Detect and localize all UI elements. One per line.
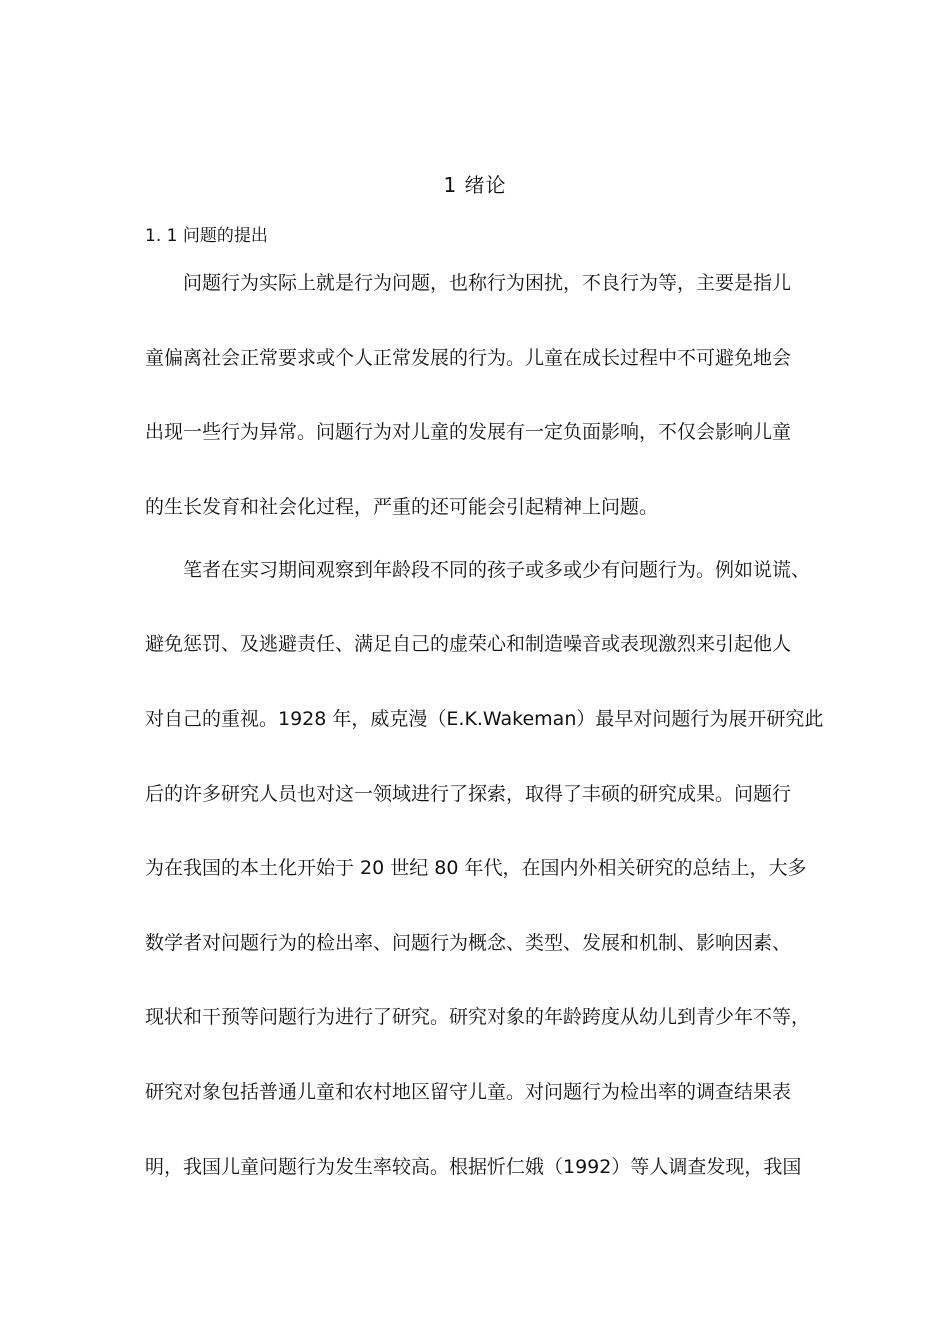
paragraph-1-line-1: 问题行为实际上就是行为问题，也称行为困扰，不良行为等，主要是指儿 xyxy=(183,272,792,294)
paragraph-2-line-2: 避免惩罚、及逃避责任、满足自己的虚荣心和制造噪音或表现激烈来引起他人 xyxy=(145,633,792,655)
paragraph-2-line-5: 为在我国的本土化开始于 20 世纪 80 年代，在国内外相关研究的总结上，大多 xyxy=(145,857,807,879)
paragraph-2-line-6: 数学者对问题行为的检出率、问题行为概念、类型、发展和机制、影响因素、 xyxy=(145,932,792,954)
paragraph-1-line-2: 童偏离社会正常要求或个人正常发展的行为。儿童在成长过程中不可避免地会 xyxy=(145,347,792,369)
chapter-title: 1 绪论 xyxy=(443,173,507,197)
paragraph-1-line-3: 出现一些行为异常。问题行为对儿童的发展有一定负面影响，不仅会影响儿童 xyxy=(145,421,792,443)
section-heading: 1. 1 问题的提出 xyxy=(145,226,268,246)
paragraph-2-line-7: 现状和干预等问题行为进行了研究。研究对象的年龄跨度从幼儿到青少年不等， xyxy=(145,1006,811,1028)
paragraph-2-line-9: 明，我国儿童问题行为发生率较高。根据忻仁娥（1992）等人调查发现，我国 xyxy=(145,1156,802,1178)
paragraph-2-line-1: 笔者在实习期间观察到年龄段不同的孩子或多或少有问题行为。例如说谎、 xyxy=(183,559,811,581)
paragraph-2-line-4: 后的许多研究人员也对这一领域进行了探索，取得了丰硕的研究成果。问题行 xyxy=(145,783,792,805)
paragraph-2-line-8: 研究对象包括普通儿童和农村地区留守儿童。对问题行为检出率的调查结果表 xyxy=(145,1081,792,1103)
paragraph-2-line-3: 对自己的重视。1928 年，威克漫（E.K.Wakeman）最早对问题行为展开研究此 xyxy=(145,708,824,730)
paragraph-1-line-4: 的生长发育和社会化过程，严重的还可能会引起精神上问题。 xyxy=(145,496,659,518)
